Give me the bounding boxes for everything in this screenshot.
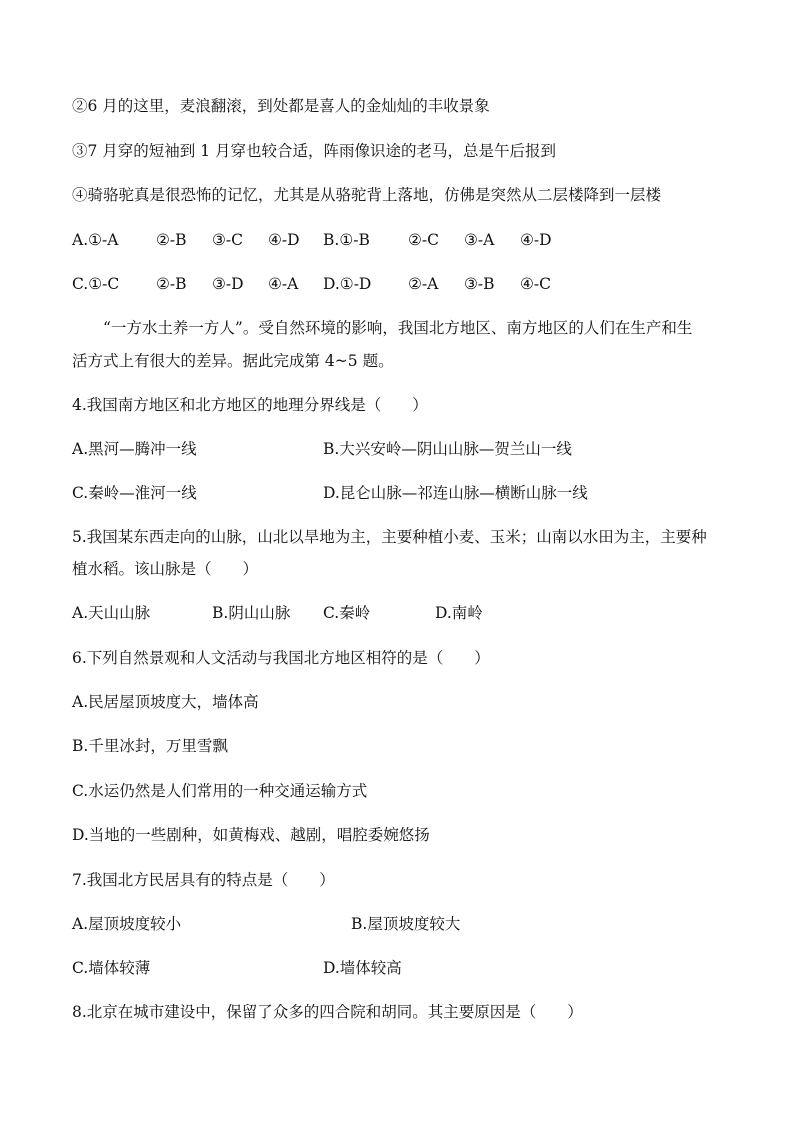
- option-d-3: ③-B: [464, 275, 495, 293]
- item-3-text: ③7 月穿的短袖到 1 月穿也较合适，阵雨像识途的老马，总是午后报到: [72, 142, 557, 160]
- question-6-stem: 6.下列自然景观和人文活动与我国北方地区相符的是（ ）: [72, 649, 490, 667]
- option-b-4: ④-D: [520, 231, 552, 249]
- option-d-4: ④-C: [520, 275, 551, 293]
- question-4-option-a: A.黑河—腾冲一线: [72, 440, 197, 458]
- question-5-option-c: C.秦岭: [323, 604, 371, 622]
- option-d-1: D.①-D: [323, 275, 372, 293]
- question-7-option-d: D.墙体较高: [323, 959, 402, 977]
- question-5-stem-line-2: 植水稻。该山脉是（ ）: [72, 560, 259, 578]
- option-c-1: C.①-C: [72, 275, 120, 293]
- item-4-text: ④骑骆驼真是很恐怖的记忆，尤其是从骆驼背上落地，仿佛是突然从二层楼降到一层楼: [72, 186, 662, 204]
- question-6-option-d: D.当地的一些剧种，如黄梅戏、越剧，唱腔委婉悠扬: [72, 826, 430, 844]
- option-b-1: B.①-B: [323, 231, 370, 249]
- option-a-2: ②-B: [156, 231, 187, 249]
- question-5-stem-line-1: 5.我国某东西走向的山脉，山北以旱地为主，主要种植小麦、玉米；山南以水田为主，主要种: [72, 528, 707, 546]
- question-5-option-d: D.南岭: [435, 604, 483, 622]
- question-7-stem: 7.我国北方民居具有的特点是（ ）: [72, 871, 335, 889]
- option-a-1: A.①-A: [72, 231, 119, 249]
- question-5-option-a: A.天山山脉: [72, 604, 151, 622]
- option-c-4: ④-A: [268, 275, 299, 293]
- option-a-4: ④-D: [268, 231, 300, 249]
- item-2-text: ②6 月的这里，麦浪翻滚，到处都是喜人的金灿灿的丰收景象: [72, 97, 490, 115]
- question-6-option-c: C.水运仍然是人们常用的一种交通运输方式: [72, 782, 368, 800]
- question-6-option-b: B.千里冰封，万里雪飘: [72, 737, 228, 755]
- option-b-3: ③-A: [464, 231, 495, 249]
- question-4-option-c: C.秦岭—淮河一线: [72, 484, 197, 502]
- option-d-2: ②-A: [408, 275, 439, 293]
- question-4-option-d: D.昆仑山脉—祁连山脉—横断山脉一线: [323, 484, 588, 502]
- intro-line-1: “一方水土养一方人”。受自然环境的影响，我国北方地区、南方地区的人们在生产和生: [103, 319, 693, 337]
- option-b-2: ②-C: [408, 231, 439, 249]
- question-6-option-a: A.民居屋顶坡度大，墙体高: [72, 693, 259, 711]
- option-a-3: ③-C: [212, 231, 243, 249]
- option-c-2: ②-B: [156, 275, 187, 293]
- question-5-option-b: B.阴山山脉: [212, 604, 291, 622]
- question-7-option-b: B.屋顶坡度较大: [351, 915, 461, 933]
- question-7-option-a: A.屋顶坡度较小: [72, 915, 182, 933]
- question-8-stem: 8.北京在城市建设中，保留了众多的四合院和胡同。其主要原因是（ ）: [72, 1003, 583, 1021]
- question-4-stem: 4.我国南方地区和北方地区的地理分界线是（ ）: [72, 396, 428, 414]
- question-4-option-b: B.大兴安岭—阴山山脉—贺兰山一线: [323, 440, 572, 458]
- question-7-option-c: C.墙体较薄: [72, 959, 151, 977]
- intro-line-2: 活方式上有很大的差异。据此完成第 4~5 题。: [72, 352, 394, 370]
- option-c-3: ③-D: [212, 275, 244, 293]
